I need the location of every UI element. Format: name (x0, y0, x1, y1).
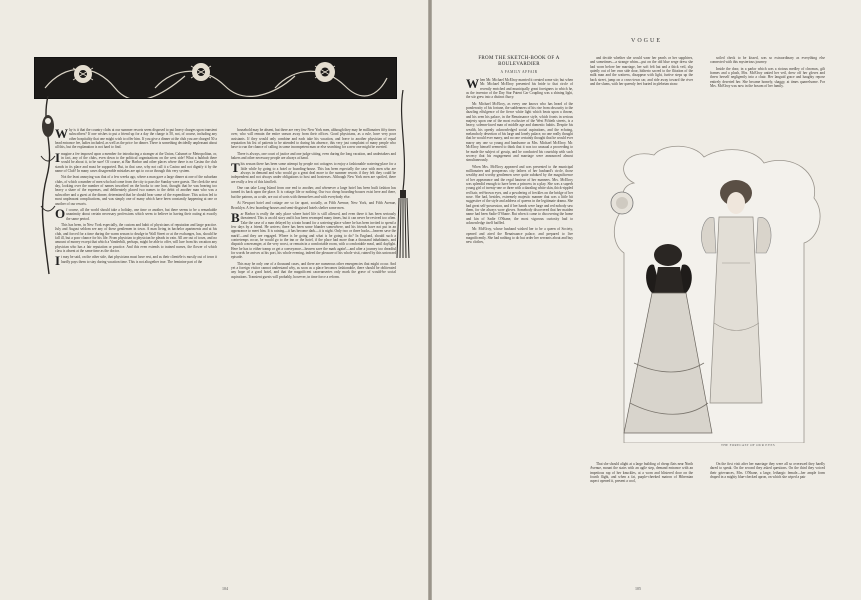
paragraph-text: This may be only one of a thousand cases, and there are numerous other emergencies that might occur. And yet a foreign visitor cannot understand why, as soon as a place becomes fashionable, there should be obliterated any hope of a good hotel, and that the magnificent caravanseries only mark the grave of would-be social aspirations. Transient guests will probably, however, in time force a reform. (231, 261, 396, 279)
paragraph-text: Mr. Michael McElroy, as every one knows who has heard of the ponderosity of his fortune, the suddenness of his rise from obscurity to the dazzling effulgence of the fierce white light which beats upon a throne, and his seen his palace, in the Renaissance style, which fronts in serious majesty upon one of the most exclusive of the West Fiftieth streets, is a heavy, solemn-faced man of middle age and domestic habits. Despite his wealth, his openly acknowledged social aspirations, and the echoing, melancholy desertion of his large and lonely palace, no one really thought that he would ever marry, and no one certainly thought that he would ever marry any one so young and handsome as Mrs. Michael McElroy. Mr. McElroy himself seemed to think that it was too unusual a proceeding to be made the subject of gossip, and he conducted his courtship with such secrecy that his engagement and marriage were announced almost simultaneously. (466, 101, 573, 163)
paragraph-text: and decide whether she would wear her pearls or her sapphires, and sometimes—a strange whim—put on the old blue serge dress she had worn before her marriage, her soft felt hat and a thick veil, slip quietly out of her own side door, hitherto sacred to the flitation of the milk man and the waitress, disappear with light, furtive steps up the back street, jump on a cross-town car, and ride away toward the river and the slums, with her queenly feet buried in plebeian straw. (590, 56, 693, 87)
paragraph-text: household may be absent, but there are very few New York men, although they may be millionaires fifty times over, who will remain the entire season away from their offices. Good physicians, as a rule, have very poor assistants. If they would only combine and each take his vacation, and leave to another physician of equal reputation his list of patients to be attended to during his absence, this very just complaint of many people who have to run the chance of calling in some incompetent man or else searching for a new one might be averted. (231, 128, 396, 150)
paragraph (466, 102, 573, 163)
paragraph-text: soiled check to be kissed, was so extraordinary as everything else connected with this mysterious journey. (710, 56, 825, 65)
paragraph (231, 262, 396, 279)
drop-cap: O (55, 205, 66, 221)
paragraph-text: On the first visit after her marriage they were all so overawed they hardly dared to speak. On the second they asked questions. On the third they voiced their grievances, Mrs. O'Shane, a large, lethargic female—her ample form draped in a mighty blue-checked apron, on which she wiped a pair (710, 462, 825, 480)
drop-cap: W (55, 126, 68, 141)
drop-cap: W (466, 76, 479, 91)
page-number-left: 104 (222, 586, 228, 591)
article-subtitle: A FAMILY AFFAIR (500, 70, 538, 74)
paragraph (231, 201, 396, 210)
paragraph-text: Not the least annoying was that of a few weeks ago, where a man gave a large dinner at one of the suburban clubs, of which a number of men who had come from the city to pass the Sunday were guests. The clerk the next day, looking over the number of names inscribed on the books to one host, thought that he was bearing too heavy a share of the expenses, and deliberately placed two names to the debit of another man who was a subscriber and a guest at the dinner, determined that he should bear some of the expenditure. This action led to most unpleasant complications, and was simply one of many which have been constantly happening at one or another of our resorts. (55, 175, 218, 206)
paragraph (55, 149, 217, 174)
paragraph (231, 152, 396, 161)
paragraph (231, 162, 396, 184)
paragraph-text: One can take Long Island from one end to another, and whenever a large hotel has been built fashion has turned its back upon the place. It is cottage life or nothing. Our two cheap boarding-houses exist here and there, but the patrons, as a rule, are out of sorts with themselves and with everybody else. (231, 186, 396, 199)
left-column-2 (231, 128, 396, 281)
paragraph (590, 462, 693, 484)
paragraph-text: hy is it that the country clubs at our summer resorts seem disposed to put heavy charges upon transient subscribers? If one wishes to put a friend up for a day the charge is 50, not, of course, including any other hospitality that one might wish to offer him. If you give a dinner at the club you are charged 50 a head entrance fee, ladies included, as well as the price for dinner. There is something decidedly unpleasant about all this, but the explanation is not hard to find. (55, 128, 217, 150)
right-column-3 (710, 56, 825, 90)
paragraph (55, 253, 217, 269)
paragraph (466, 227, 573, 244)
right-bottom-column-2 (590, 462, 693, 486)
drop-cap: T (231, 160, 240, 176)
paragraph-text: t may be said, on the other side, that physicians must have rest, and as their clientèle is mostly out of town it hardly pays them to stay during vacation time. This is not altogether true. The feminine part of the (61, 255, 217, 264)
paragraph-text: his season there has been some attempt by people not cottagers to enjoy a fashionable watering-place for a little while by going to a hotel or boarding-house. This has been especially the case with men who are always in demand and who would go a great deal more to the summer resorts if they felt they could be independent and not always under obligations to host and hostesses. Although New York men are spoiled, there are really a few of this kind left. (231, 162, 396, 184)
paragraph (55, 175, 217, 205)
paragraph (466, 165, 573, 226)
paragraph (55, 205, 217, 221)
drop-cap: I (55, 149, 61, 165)
paragraph (710, 56, 825, 65)
paragraph-text: There is always, one court of justice and one judge sitting, even during the long vacation, and undertakers and bakers and other necessary people are always at hand. (231, 151, 396, 161)
banner-ornament-icon (35, 58, 396, 98)
paragraph-text: ar Harbor is really the only place where hotel life is still allowed, and even there it has been seriously threatened. This is an old story and it has been revamped many times, but it can never be revived too often. Take the case of a man delayed by a train bound for a watering-place where he has been invited to spend a few days by a friend. He arrives; there has been some blunder somewhere, and his friends have not put in an appearance to meet him. It is raining—it has become dark—it is night. Only two or three hacks—heaven save the mark!—and they are engaged. Where is he going and what is he going to do? In England, should such a contretemps occur, he would go to the inn or the hotel, if the place had more than a thousand inhabitants, and dispatch a messenger, at the very worst, or remain in a comfortable room, with a comfortable meal, until daylight. Here he has to either tramp or get a conveyance—heaven save the mark again!—and after a journey too dreadful for words he arrives at his port, his whole evening, indeed the pleasure of his whole visit, ruined by this untoward episode. (231, 211, 396, 260)
drop-cap: I (55, 253, 61, 269)
right-column-2 (590, 56, 693, 88)
tassel-ornament-icon (396, 90, 410, 260)
paragraph-text: This has been, in New York especially, the custom and habit of physicians of reputation and large practice. July and August seldom see any of these gentlemen in town. A man living in bachelor apartments and at his club, and forced for a time during the warm season to drudge in Wall Street or at the exchanges, has, should he fall ill, but a poor chance for his life. From physician to physician he pleads in vain. All are out of town, and no amount of money except that which a Vanderbilt, perhaps, might be able to offer, will lure from his vacation any physician who has a fair reputation or practice. And this even extends to trained nurses, the flower of which class is absent at the same time as the doctor. (55, 222, 217, 253)
article-title: FROM THE SKETCH-BOOK OF A BOULEVARDIER (478, 56, 560, 67)
paragraph-text: f course, all the world should take a holiday, one time or another, but there seems to be a remarkable unanimity about certain necessary professions which seem to believe in having their outing at exactly the same period. (66, 207, 217, 221)
running-header: VOGUE (631, 38, 662, 44)
paragraph-text: hen Mr. Michael McElroy married it created some stir; but when Mr. Michael McElroy presented his bride to that circle of recently enriched and municipally great foreigners to which he, as the inventor of the Day Star Patent Car Coupling was a shining light, the stir grew into a distinct flurry. (466, 78, 573, 100)
paragraph (231, 209, 396, 260)
fashion-illustration (604, 143, 829, 443)
paragraph-text: That she should alight at a large building of cheap flats near Ninth Avenue, mount the stairs with an agile step, demand entrance with an impetious rap of her knuckles, at a worn and blistered door on the fourth flight, and when a fat, purple-cheeked matron of Hibernian aspect opened it, present a cool, (590, 462, 693, 484)
paragraph-text: Mr. McElroy, whose husband wished her to be a queen of Society, opened and aired the Renaissance palace, and prepared to live magnificently. She had nothing to do but order her servants about and buy new clothes, (466, 227, 573, 245)
paragraph (710, 462, 825, 479)
left-column-1 (55, 126, 218, 269)
drop-cap: B (231, 209, 240, 225)
paragraph (55, 128, 217, 150)
left-page (0, 0, 428, 600)
right-column-1 (466, 78, 573, 247)
page-number-right: 105 (635, 586, 641, 591)
paragraph-text: When Mrs. McElroy appeared and was presented to the municipal millionaires and prosperous city fathers of her husband's circle, those wealthy and worthy gentlemen were quite subdued by the magnificence of her appearance and the regal hauteur of her manners. Mrs. McElroy was splendid enough to have been a princess in a play. She was a superb young girl of twenty-one or three with a dazzling white skin, thick-rippled red hair, red-brown eyes, and a powdering of freckles on the bridge of her nose. She had, besides, extremely majestic manner that was a little bit suggestive of the style and address of queens in the legitimate drama. She had great self-possession, and if her hands were large and red nobody saw them, for she always wore gloves. Somebody discovered that her maiden name had been Sadie O'Shane. But when it came to discovering the home and kin of Sadie O'Shane, the most vigorous curiosity had to acknowledge itself baffled. (466, 164, 573, 225)
decorative-banner (34, 57, 397, 99)
paragraph (231, 128, 396, 150)
paragraph (55, 223, 217, 253)
paragraph-text: Inside the door, in a parlor which was a riotous medley of chromos, gilt frames and a plush, Mrs. McElroy untied her veil, drew off her gloves and threw herself negligently into a chair. Her languid grace and haughty repose entirely deserted her. She became homely, shaggy, at times quarrelsome. For Mrs. McElroy was now in the bosom of her family. (710, 66, 825, 89)
paragraph-text: At Newport hotel and cottage are so far apart, socially, as Fifth Avenue, New York, and Fifth Avenue, Brooklyn. A few boarding-houses and semi-disguised hotels shelter some men. (231, 201, 396, 210)
right-bottom-column-3 (710, 462, 825, 481)
paragraph (710, 67, 825, 89)
paragraph-text: magine a fee imposed upon a member for introducing a stranger at the Union, Calumet or Metropolitan, or, in fact, any of the clubs, even down to the political organizations on the west side! What a hubbub there would be about it, to be sure! Of course, at Bar Harbor and other places where there is no Casino the club stands in its place and must be supported. But, in that case, why not call it a Casino and not dignify it by the name of Club? In many cases disagreeable mistakes are apt to occur through this very system. (55, 151, 217, 174)
paragraph (466, 78, 573, 100)
paragraph (590, 56, 693, 86)
illustration-caption: THE FORECAST OF OUR EYES (721, 443, 775, 447)
paragraph (231, 186, 396, 199)
